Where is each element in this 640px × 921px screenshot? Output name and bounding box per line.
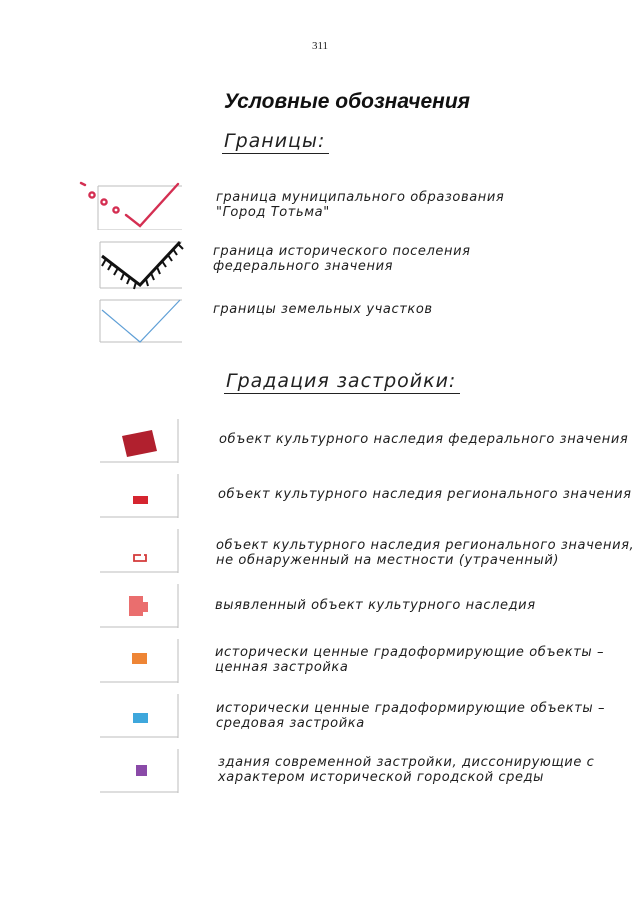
section-heading-borders: Границы: [222, 130, 329, 154]
land-plot-boundary-symbol [98, 298, 184, 344]
legend-label-identified-heritage: выявленный объект культурного наследия [215, 598, 536, 613]
regional-heritage-symbol [100, 474, 180, 518]
lost-regional-heritage-symbol [100, 529, 180, 573]
legend-label-lost-regional-heritage: объект культурного наследия регионального значения, не обнаруженный на местности (утраченный) [216, 538, 635, 568]
legend-label-regional-heritage: объект культурного наследия регионального значения [218, 487, 632, 502]
historic-settlement-boundary-symbol [96, 236, 188, 296]
page-number: 311 [311, 40, 329, 52]
legend-label-historic-settlement: граница исторического поселения федерального значения [213, 244, 471, 274]
legend-label-federal-heritage: объект культурного наследия федерального значения [219, 432, 629, 447]
legend-label-municipal-boundary: граница муниципального образования "Город Тотьма" [216, 190, 505, 220]
legend-label-land-plots: границы земельных участков [213, 302, 433, 317]
legend-label-environmental-buildings: исторически ценные градоформирующие объекты – средовая застройка [216, 701, 606, 731]
page-title: Условные обозначения [224, 90, 471, 113]
environmental-buildings-symbol [100, 694, 180, 738]
legend-label-valuable-buildings: исторически ценные градоформирующие объекты – ценная застройка [215, 645, 605, 675]
valuable-buildings-symbol [100, 639, 180, 683]
legend-label-dissonant-buildings: здания современной застройки, диссонирующие с характером исторической городской среды [218, 755, 595, 785]
section-heading-gradation: Градация застройки: [224, 370, 460, 394]
municipal-boundary-symbol [78, 178, 184, 230]
identified-heritage-symbol [100, 584, 180, 628]
dissonant-buildings-symbol [100, 749, 180, 793]
federal-heritage-symbol [100, 419, 180, 463]
